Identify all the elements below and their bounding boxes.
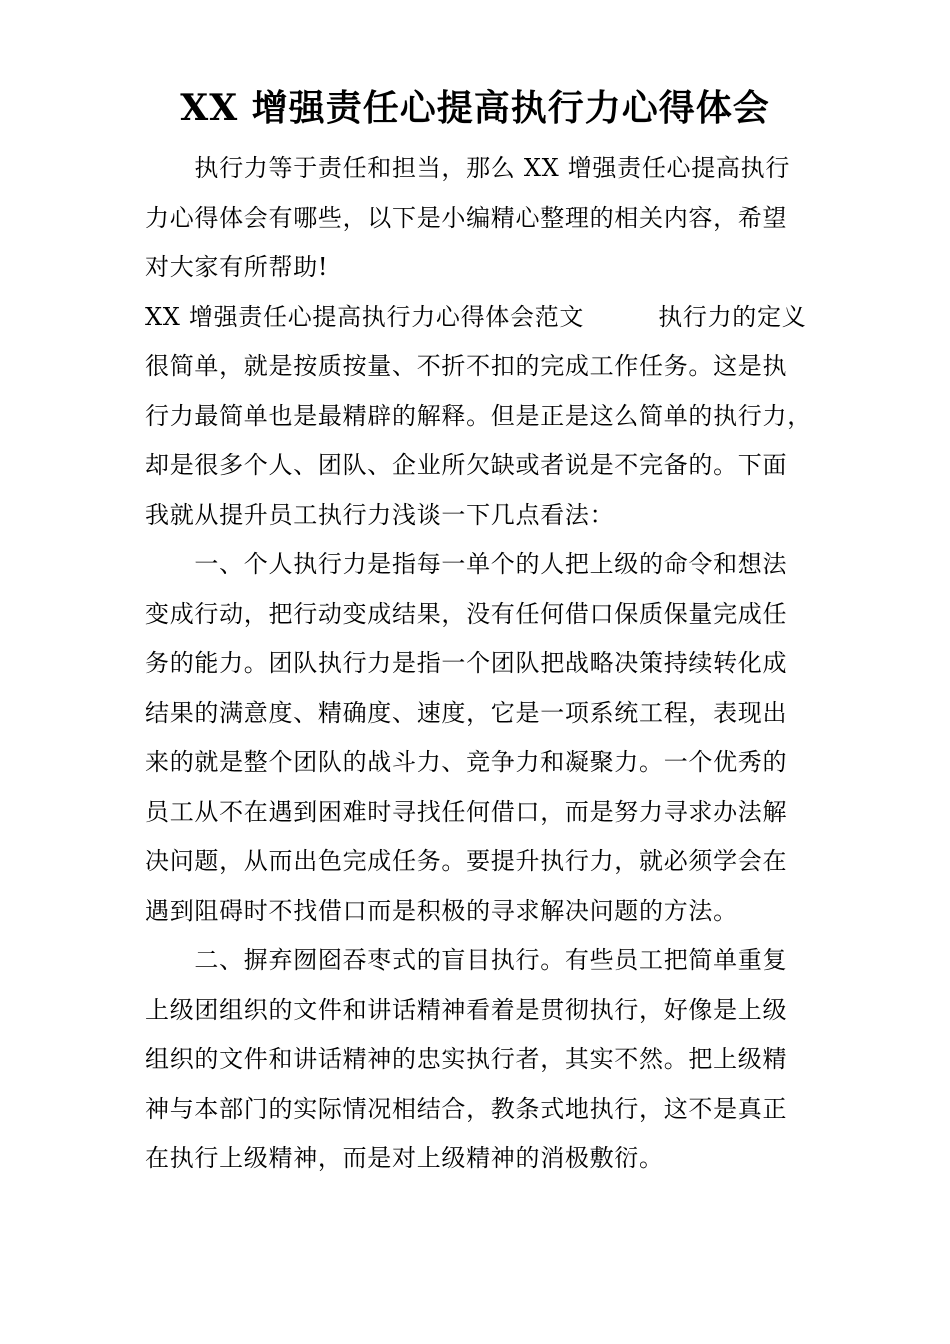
body-line: 一、个人执行力是指每一单个的人把上级的命令和想法 (145, 550, 788, 578)
body-line: 神与本部门的实际情况相结合，教条式地执行，这不是真正 (145, 1095, 788, 1123)
body-line: XX 增强责任心提高执行力心得体会范文 执行力的定义 (145, 303, 807, 331)
body-line: 遇到阻碍时不找借口而是积极的寻求解决问题的方法。 (145, 897, 738, 925)
body-line: 变成行动，把行动变成结果，没有任何借口保质保量完成任 (145, 600, 788, 628)
body-line: 我就从提升员工执行力浅谈一下几点看法： (145, 501, 615, 529)
body-line: 上级团组织的文件和讲话精神看着是贯彻执行，好像是上级 (145, 996, 788, 1024)
body-line: 执行力等于责任和担当，那么 XX 增强责任心提高执行 (145, 154, 791, 182)
body-line: 力心得体会有哪些，以下是小编精心整理的相关内容，希望 (145, 204, 788, 232)
body-line: 员工从不在遇到困难时寻找任何借口，而是努力寻求办法解 (145, 798, 788, 826)
body-line: 二、摒弃囫囵吞枣式的盲目执行。有些员工把简单重复 (145, 946, 788, 974)
body-line: 却是很多个人、团队、企业所欠缺或者说是不完备的。下面 (145, 451, 788, 479)
body-line: 决问题，从而出色完成任务。要提升执行力，就必须学会在 (145, 847, 788, 875)
body-line: 对大家有所帮助! (145, 253, 329, 281)
body-line: 行力最简单也是最精辟的解释。但是正是这么简单的执行力， (145, 402, 812, 430)
document-title: XX 增强责任心提高执行力心得体会 (180, 87, 770, 129)
body-line: 结果的满意度、精确度、速度，它是一项系统工程，表现出 (145, 699, 788, 727)
body-line: 来的就是整个团队的战斗力、竞争力和凝聚力。一个优秀的 (145, 748, 788, 776)
body-line: 组织的文件和讲话精神的忠实执行者，其实不然。把上级精 (145, 1045, 788, 1073)
body-line: 在执行上级精神，而是对上级精神的消极敷衍。 (145, 1144, 664, 1172)
body-line: 很简单，就是按质按量、不折不扣的完成工作任务。这是执 (145, 352, 788, 380)
body-line: 务的能力。团队执行力是指一个团队把战略决策持续转化成 (145, 649, 788, 677)
